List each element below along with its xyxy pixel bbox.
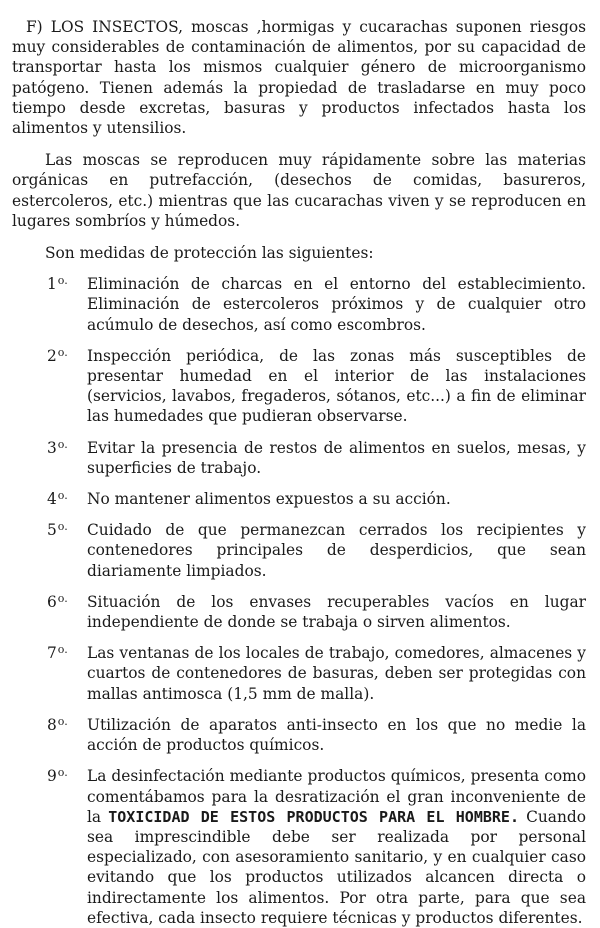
item-number: $5^{o.}$ — [47, 520, 68, 540]
item-text: Eliminación de charcas en el entorno del establecimiento. Eliminación de estercoleros próximos y de cualquier otro acúmulo de desechos, así como escombros. — [87, 275, 586, 334]
item-number: $2^{o.}$ — [47, 345, 68, 365]
item-number: $6^{o.}$ — [47, 591, 68, 611]
item-text-after: Cuando sea imprescindible debe ser realizada por personal especializado, con asesoramiento sanitario, y en cualquier caso evitando que los productos utilizados alcancen directa o indirectamente los alimentos. Por otra parte, para que sea efectiva, cada insecto requiere técnicas y productos diferentes. — [87, 807, 587, 927]
measure-item — [12, 715, 586, 755]
item-number: $9^{o.}$ — [47, 766, 68, 786]
item-text: No mantener alimentos expuestos a su acción. — [87, 490, 451, 509]
item-text-before: La desinfectación mediante productos químicos, presenta como comentábamos para la desratización el gran inconveniente de la — [87, 767, 586, 826]
reproduction-paragraph: Las moscas se reproducen muy rápidamente sobre las materias orgánicas en putrefacción, (desechos de comidas, basureros, estercoleros, etc.) mientras que las cucarachas viven y se reproducen en lugares sombríos y húmedos. — [12, 151, 586, 230]
measures-lead: Son medidas de protección las siguientes: — [45, 244, 374, 263]
measure-item — [12, 766, 586, 928]
item-text: Evitar la presencia de restos de alimentos en suelos, mesas, y superficies de trabajo. — [87, 438, 586, 477]
item-text: Las ventanas de los locales de trabajo, comedores, almacenes y cuartos de contenedores de basuras, deben ser protegidas con mallas antimosca (1,5 mm de malla). — [87, 644, 586, 703]
measures-list — [12, 274, 586, 928]
measure-item — [12, 592, 586, 632]
measure-item — [12, 346, 586, 427]
measure-item — [12, 489, 586, 509]
measure-item — [12, 274, 586, 335]
intro-paragraph: F) LOS INSECTOS, moscas ,hormigas y cucarachas suponen riesgos muy considerables de contaminación de alimentos, por su capacidad de transportar hasta los mismos cualquier género de microorganismo patógeno. Tienen además la propiedad de trasladarse en muy poco tiempo desde excretas, basuras y productos infectados hasta los alimentos y utensilios. — [12, 18, 586, 138]
measure-item — [12, 520, 586, 581]
item-text: Situación de los envases recuperables vacíos en lugar independiente de donde se trabaja o sirven alimentos. — [87, 592, 586, 632]
item-number: $4^{o.}$ — [47, 489, 68, 509]
item-number: $1^{o.}$ — [47, 274, 68, 294]
item-text: Inspección periódica, de las zonas más susceptibles de presentar humedad en el interior de las instalaciones (servicios, lavabos, fregaderos, sótanos, etc...) a fin de eliminar las humedades que pudieran observarse. — [87, 346, 586, 426]
item-number: $3^{o.}$ — [47, 437, 68, 457]
item-number: $8^{o.}$ — [47, 714, 68, 734]
item-text: Utilización de aparatos anti-insecto en los que no medie la acción de productos químicos. — [87, 715, 586, 755]
measure-item — [12, 438, 586, 478]
item-number: $7^{o.}$ — [47, 643, 68, 663]
item-text: Cuidado de que permanezcan cerrados los recipientes y contenedores principales de desperdicios, que sean diariamente limpiados. — [87, 521, 586, 580]
measure-item — [12, 643, 586, 704]
toxicity-warning: TOXICIDAD DE ESTOS PRODUCTOS PARA EL HOMBRE. — [108, 807, 519, 826]
